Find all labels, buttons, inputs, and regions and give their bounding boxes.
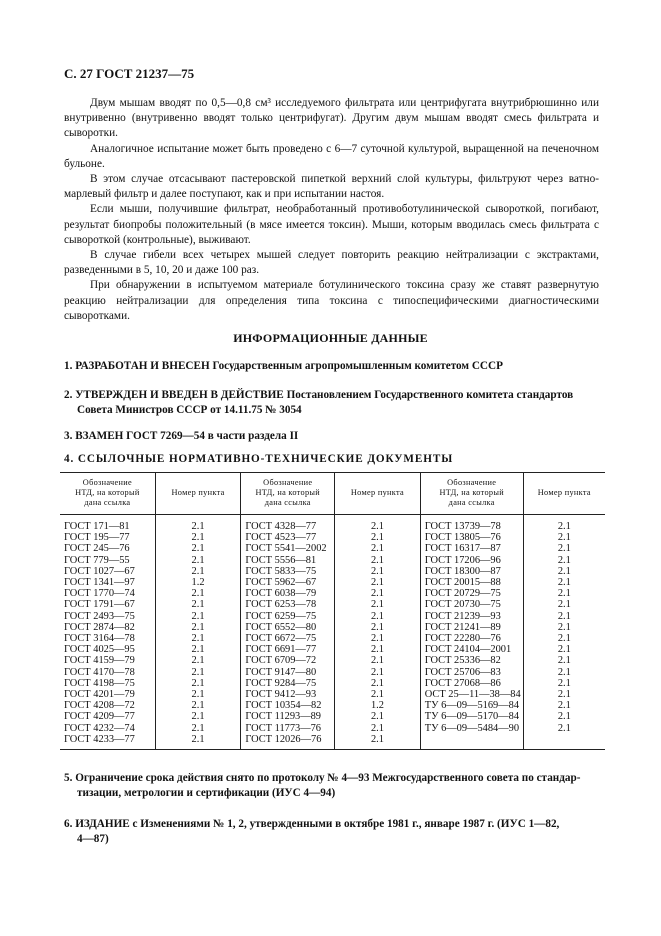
paragraph: В случае гибели всех четырех мышей следует повторить реакцию нейтрализации с экстрактами, разведенными в 5, 10, 20 и даже 100 раз. [64,249,599,277]
item-number-cell: 2.1 [335,678,421,689]
doc-designation-cell: ГОСТ 24104—2001 [420,644,523,655]
doc-designation-cell: ГОСТ 22280—76 [420,633,523,644]
doc-designation-cell: ГОСТ 6691—77 [241,644,335,655]
item-number-cell: 2.1 [155,700,241,711]
doc-designation-cell: ГОСТ 5541—2002 [241,543,335,554]
item-number-cell: 2.1 [523,700,605,711]
item-number-cell: 2.1 [335,723,421,734]
item-number-cell: 2.1 [335,644,421,655]
doc-designation-cell: ГОСТ 4209—77 [64,711,135,723]
item-number-cell: 2.1 [155,611,241,622]
table-row [60,633,605,644]
doc-designation-cell: ГОСТ 9147—80 [241,667,335,678]
table-row [60,611,605,622]
item-number-cell: 2.1 [523,633,605,644]
doc-designation-cell: ГОСТ 13805—76 [420,532,523,543]
item-number-cell: 2.1 [335,515,421,533]
item-number-cell: 2.1 [155,734,241,750]
info-item-2-line1: 2. УТВЕРЖДЕН И ВВЕДЕН В ДЕЙСТВИЕ Постановлением Государственного комитета стандартов [64,389,574,401]
item-number-cell: 2.1 [523,644,605,655]
item-number-cell: 2.1 [523,655,605,666]
doc-designation-cell: ГОСТ 195—77 [64,532,130,544]
item-number-cell: 2.1 [335,611,421,622]
doc-designation-cell: ГОСТ 27068—86 [420,678,523,689]
item-number-cell: 2.1 [335,633,421,644]
doc-designation-cell: ГОСТ 5556—81 [241,555,335,566]
doc-designation-cell: ГОСТ 245—76 [64,543,130,555]
table-row [60,555,605,566]
info-item-6-line2: 4—87) [77,833,109,845]
doc-designation-cell: ГОСТ 1341—97 [64,577,135,589]
info-item-4: 4. ССЫЛОЧНЫЕ НОРМАТИВНО-ТЕХНИЧЕСКИЕ ДОКУМЕНТЫ [64,453,454,465]
doc-designation-cell: ГОСТ 6038—79 [241,588,335,599]
doc-designation-cell: ГОСТ 5962—67 [241,577,335,588]
doc-designation-cell: ГОСТ 171—81 [64,521,130,532]
doc-designation-cell: ГОСТ 20730—75 [420,599,523,610]
column-header-item: Номер пункта [335,473,421,515]
info-item-5-line1: 5. Ограничение срока действия снято по протоколу № 4—93 Межгосударственного совета по стандар- [64,772,581,784]
item-number-cell: 2.1 [155,633,241,644]
doc-designation-cell: ГОСТ 10354—82 [241,700,335,711]
item-number-cell: 2.1 [155,555,241,566]
table-row [60,723,605,734]
doc-designation-cell: ГОСТ 20015—88 [420,577,523,588]
doc-designation-cell: ТУ 6—09—5484—90 [420,723,523,734]
doc-designation-cell: ГОСТ 4170—78 [64,666,135,678]
doc-designation-cell [420,734,523,750]
item-number-cell: 2.1 [155,599,241,610]
info-item-6-line1: 6. ИЗДАНИЕ с Изменениями № 1, 2, утвержденными в октябре 1981 г., январе 1987 г. (ИУС 1—82, [64,818,560,830]
paragraph: Двум мышам вводят по 0,5—0,8 см³ исследуемого фильтрата или центрифугата внутрибрюшинно или внутривенно (внутривенно вводят только центрифугат). Другим двум мышам вводят смесь фильтрата и сыворотки. [64,97,599,140]
info-item-2-line2: Совета Министров СССР от 14.11.75 № 3054 [77,404,302,416]
doc-designation-cell: ОСТ 25—11—38—84 [420,689,523,700]
doc-designation-cell: ГОСТ 17206—96 [420,555,523,566]
item-number-cell: 2.1 [155,644,241,655]
table-row [60,599,605,610]
table-row [60,566,605,577]
table-row [60,644,605,655]
doc-designation-cell: ГОСТ 12026—76 [241,734,335,750]
item-number-cell: 2.1 [335,734,421,750]
item-number-cell: 2.1 [155,588,241,599]
doc-designation-cell: ГОСТ 16317—87 [420,543,523,554]
paragraph: Если мыши, получившие фильтрат, необработанный противоботулинической сывороткой, погибают, результат биопробы положительный (в мясе имеется токсин). Мыши, которым вводилась смесь фильтрата с сывороткой (контрольные), выживают. [64,203,599,246]
doc-designation-cell: ГОСТ 779—55 [64,554,130,566]
item-number-cell: 2.1 [155,723,241,734]
item-number-cell: 2.1 [335,588,421,599]
item-number-cell: 2.1 [155,667,241,678]
item-number-cell: 2.1 [155,515,241,533]
column-header-item: Номер пункта [155,473,241,515]
doc-designation-cell: ГОСТ 2874—82 [64,621,135,633]
doc-designation-cell: ГОСТ 20729—75 [420,588,523,599]
item-number-cell: 2.1 [523,723,605,734]
table-row [60,515,605,533]
item-number-cell: 2.1 [523,599,605,610]
doc-designation-cell: ГОСТ 6552—80 [241,622,335,633]
item-number-cell: 2.1 [335,689,421,700]
page-header: С. 27 ГОСТ 21237—75 [64,66,195,81]
paragraph: При обнаружении в испытуемом материале ботулинического токсина сразу же ставят развернутую реакцию нейтрализации для определения типа токсина с типоспецифическими диагностическими сыворотками. [64,279,599,322]
item-number-cell [523,734,605,750]
doc-designation-cell: ГОСТ 18300—87 [420,566,523,577]
doc-designation-cell: ГОСТ 4523—77 [241,532,335,543]
table-row [60,667,605,678]
table-row [60,711,605,722]
table-row [60,700,605,711]
doc-designation-cell: ГОСТ 4233—77 [60,734,155,750]
info-item-5-line2: тизации, метрологии и сертификации (ИУС 4—94) [77,787,336,799]
doc-designation-cell: ГОСТ 4198—75 [64,677,135,689]
table-row [60,655,605,666]
doc-designation-cell: ГОСТ 4159—79 [64,655,135,667]
doc-designation-cell: ГОСТ 9412—93 [241,689,335,700]
item-number-cell: 2.1 [523,689,605,700]
doc-designation-cell: ГОСТ 1791—67 [64,599,135,611]
table-row [60,734,605,750]
doc-designation-cell: ГОСТ 4025—95 [64,644,135,656]
table-row [60,577,605,588]
item-number-cell: 2.1 [523,678,605,689]
item-number-cell: 2.1 [335,543,421,554]
item-number-cell: 2.1 [523,711,605,722]
item-number-cell: 2.1 [523,611,605,622]
item-number-cell: 2.1 [155,532,241,543]
table-row [60,689,605,700]
references-table-body [60,515,605,750]
doc-designation-cell: ГОСТ 9284—75 [241,678,335,689]
doc-designation-cell: ГОСТ 6259—75 [241,611,335,622]
item-number-cell: 2.1 [335,599,421,610]
info-item-2 [64,388,604,418]
doc-designation-cell: ГОСТ 13739—78 [420,515,523,533]
item-number-cell: 2.1 [523,588,605,599]
table-header-row [60,473,605,515]
item-number-cell: 2.1 [523,515,605,533]
item-number-cell: 2.1 [523,532,605,543]
item-number-cell: 2.1 [155,655,241,666]
doc-designation-cell: ГОСТ 1027—67 [64,565,135,577]
doc-designation-cell: ГОСТ 21239—93 [420,611,523,622]
column-header-item: Номер пункта [523,473,605,515]
table-row [60,532,605,543]
doc-designation-cell: ГОСТ 21241—89 [420,622,523,633]
doc-designation-cell: ГОСТ 3164—78 [64,633,135,645]
column-header-doc: Обозначение НТД, на который дана ссылка [420,473,523,515]
item-number-cell: 2.1 [523,566,605,577]
doc-designation-cell: ГОСТ 6253—78 [241,599,335,610]
info-item-3: 3. ВЗАМЕН ГОСТ 7269—54 в части раздела II [64,430,299,442]
item-number-cell: 2.1 [523,555,605,566]
item-number-cell: 2.1 [523,543,605,554]
info-item-1: 1. РАЗРАБОТАН И ВНЕСЕН Государственным агропромышленным комитетом СССР [64,360,503,372]
item-number-cell: 2.1 [335,566,421,577]
paragraph: В этом случае отсасывают пастеровской пипеткой верхний слой культуры, фильтруют через ватно-марлевый фильтр и далее поступают, как и при испытании настоя. [64,173,599,201]
item-number-cell: 2.1 [155,543,241,554]
item-number-cell: 1.2 [335,700,421,711]
item-number-cell: 2.1 [335,532,421,543]
table-row [60,588,605,599]
doc-designation-cell: ГОСТ 11773—76 [241,723,335,734]
item-number-cell: 2.1 [155,678,241,689]
references-table [60,472,605,750]
doc-designation-cell: ГОСТ 4328—77 [241,515,335,533]
item-number-cell: 2.1 [523,667,605,678]
item-number-cell: 2.1 [523,622,605,633]
item-number-cell: 2.1 [335,622,421,633]
doc-designation-cell: ТУ 6—09—5170—84 [420,711,523,722]
doc-designation-cell: ГОСТ 4232—74 [64,722,135,734]
item-number-cell: 2.1 [523,577,605,588]
doc-designation-cell: ГОСТ 6709—72 [241,655,335,666]
doc-designation-cell: ГОСТ 4201—79 [64,689,135,701]
doc-designation-cell: ГОСТ 25706—83 [420,667,523,678]
doc-designation-cell: ГОСТ 5833—75 [241,566,335,577]
item-number-cell: 2.1 [155,689,241,700]
item-number-cell: 2.1 [335,667,421,678]
info-item-6 [64,817,604,847]
item-number-cell: 2.1 [335,555,421,566]
body-text [64,96,599,324]
info-item-5 [64,771,604,801]
item-number-cell: 2.1 [155,711,241,722]
item-number-cell: 2.1 [335,577,421,588]
table-row [60,678,605,689]
doc-designation-cell: ГОСТ 11293—89 [241,711,335,722]
item-number-cell: 2.1 [155,622,241,633]
item-number-cell: 2.1 [155,566,241,577]
item-number-cell: 2.1 [335,711,421,722]
table-row [60,622,605,633]
doc-designation-cell: ГОСТ 25336—82 [420,655,523,666]
column-header-doc: Обозначение НТД, на который дана ссылка [241,473,335,515]
column-header-doc: Обозначение НТД, на который дана ссылка [60,473,155,515]
item-number-cell: 2.1 [335,655,421,666]
doc-designation-cell: ГОСТ 2493—75 [64,610,135,622]
doc-designation-cell: ГОСТ 4208—72 [64,700,135,712]
table-row [60,543,605,554]
doc-designation-cell: ГОСТ 6672—75 [241,633,335,644]
paragraph: Аналогичное испытание может быть проведено с 6—7 суточной культурой, выращенной на печеночном бульоне. [64,142,599,170]
item-number-cell: 1.2 [155,577,241,588]
info-section-title: ИНФОРМАЦИОННЫЕ ДАННЫЕ [233,331,428,345]
doc-designation-cell: ГОСТ 1770—74 [64,588,135,600]
doc-designation-cell: ТУ 6—09—5169—84 [420,700,523,711]
